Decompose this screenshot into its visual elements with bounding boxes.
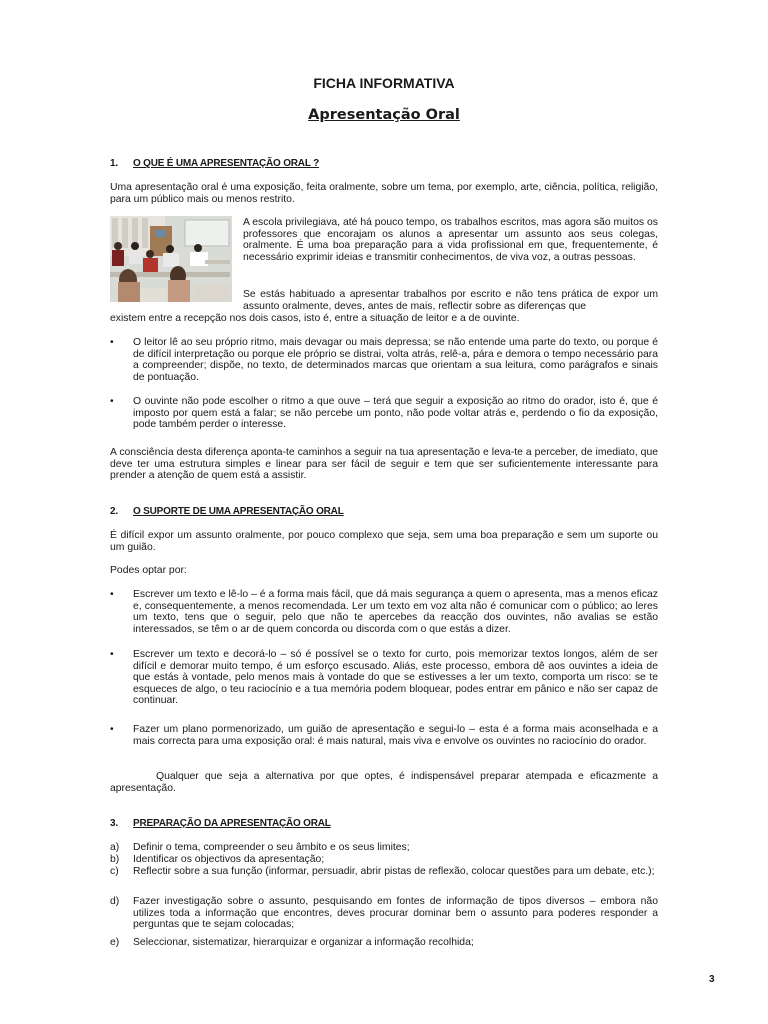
section-title: PREPARAÇÃO DA APRESENTAÇÃO ORAL <box>133 818 331 829</box>
section-1-intro: Uma apresentação oral é uma exposição, feita oralmente, sobre um tema, por exemplo, arte, ciência, política, religião, para um público mais ou menos restrito. <box>110 182 658 205</box>
section-3-item-d <box>110 896 658 931</box>
section-1-paragraph-b-end: existem entre a recepção nos dois casos, isto é, entre a situação de leitor e a de ouvinte. <box>110 313 520 324</box>
section-3-item-a <box>110 842 658 854</box>
section-number: 1. <box>110 158 118 169</box>
classroom-photo <box>110 216 232 302</box>
bullet-text: Fazer um plano pormenorizado, um guião de apresentação e segui-lo – esta é a forma mais aconselhada e a mais correcta para uma exposição oral: é mais natural, mais viva e envolve os ouvintes no raciocínio do orador. <box>133 724 658 747</box>
section-number: 3. <box>110 818 118 829</box>
document-title: FICHA INFORMATIVA <box>313 75 455 91</box>
section-1-paragraph-a: A escola privilegiava, até há pouco tempo, os trabalhos escritos, mas agora são muitos os professores que encorajam os alunos a apresentar um assunto aos seus colegas, oralmente. É uma boa preparação para a vida profissional em que, frequentemente, é necessário exprimir ideias e transmitir conhecimentos, de viva voz, a outras pessoas. <box>243 217 658 263</box>
section-2-bullet-1 <box>110 589 658 635</box>
section-3-item-c <box>110 866 658 878</box>
list-label: b) <box>110 854 120 865</box>
section-1-conclusion: A consciência desta diferença aponta-te caminhos a seguir na tua apresentação e leva-te a perceber, de imediato, que deve ter uma estrutura simples e linear para ser fácil de seguir e tem que ser suficientemente interessante para prender a atenção de quem está a assistir. <box>110 447 658 482</box>
list-text: Definir o tema, compreender o seu âmbito e os seus limites; <box>133 842 410 853</box>
bullet-text: Escrever um texto e lê-lo – é a forma mais fácil, que dá mais segurança a quem o apresenta, mas a menos eficaz e, consequentemente, a menos recomendada. Ler um texto em voz alta não é comunicar com o público; ao leres um texto, tens que o seguir, pelo que não te apercebes da reacção dos ouvintes, não avalias se estão interessados, se têm o ar de quem concorda ou discorda com o que estás a dizer. <box>133 589 658 635</box>
bullet-text: Escrever um texto e decorá-lo – só é possível se o texto for curto, pois memorizar textos longos, além de ser difícil e demorar muito tempo, é um esforço escusado. Aliás, este processo, embora dê aos ouvintes a ideia de que estás à vontade, pelo menos mais à vontade do que se estivesses a ler um texto, comporta um risco: se te esqueces de algo, o teu raciocínio e a tua memória podem bloquear, podes entrar em pânico e não ser capaz de continuar. <box>133 649 658 707</box>
section-1-heading <box>110 158 658 170</box>
section-3-item-e <box>110 937 658 949</box>
section-2-heading <box>110 506 658 518</box>
section-1-bullet-1 <box>110 337 658 383</box>
section-1-bullet-2 <box>110 396 658 431</box>
bullet-icon: • <box>110 589 114 600</box>
list-text: Identificar os objectivos da apresentação; <box>133 854 325 865</box>
list-label: e) <box>110 937 120 948</box>
page-number: 3 <box>709 974 715 985</box>
section-2-options-label: Podes optar por: <box>110 565 187 576</box>
section-title: O QUE É UMA APRESENTAÇÃO ORAL ? <box>133 158 320 169</box>
classroom-image-icon <box>110 216 232 302</box>
section-3-heading <box>110 818 658 830</box>
list-text: Seleccionar, sistematizar, hierarquizar e organizar a informação recolhida; <box>133 937 474 948</box>
bullet-icon: • <box>110 649 114 660</box>
list-label: c) <box>110 866 119 877</box>
list-label: d) <box>110 896 120 907</box>
list-text: Fazer investigação sobre o assunto, pesquisando em fontes de informação de tipos diversos – embora não utilizes toda a informação que encontres, deves procurar dominar bem o assunto para poderes responder a perguntas que te sejam colocadas; <box>133 896 658 931</box>
bullet-text: O ouvinte não pode escolher o ritmo a que ouve – terá que seguir a exposição ao ritmo do orador, isto é, que é imposto por quem está a falar; se não percebe um ponto, não pode voltar atrás e, perdendo o fio da exposição, pode também perder o interesse. <box>133 396 658 431</box>
section-2-intro: É difícil expor um assunto oralmente, por pouco complexo que seja, sem uma boa preparação e sem um suporte ou um guião. <box>110 530 658 553</box>
document-subtitle: Apresentação Oral <box>308 107 460 123</box>
section-3-item-b <box>110 854 658 866</box>
bullet-icon: • <box>110 337 114 348</box>
bullet-text: O leitor lê ao seu próprio ritmo, mais devagar ou mais depressa; se não entende uma parte do texto, ou porque é de difícil interpretação ou porque ele próprio se distrai, volta atrás, relê-a, pára e demora o tempo necessário para a compreender; dispõe, no texto, de determinados marcas que orientam a sua leitura, como parágrafos e sinais de pontuação. <box>133 337 658 383</box>
section-2-bullet-3 <box>110 724 658 747</box>
list-text: Reflectir sobre a sua função (informar, persuadir, abrir pistas de reflexão, colocar questões para um debate, etc.); <box>133 866 655 877</box>
list-label: a) <box>110 842 120 853</box>
section-title: O SUPORTE DE UMA APRESENTAÇÃO ORAL <box>133 506 344 517</box>
section-2-bullet-2 <box>110 649 658 707</box>
bullet-icon: • <box>110 396 114 407</box>
bullet-icon: • <box>110 724 114 735</box>
section-number: 2. <box>110 506 118 517</box>
section-1-paragraph-b-start: Se estás habituado a apresentar trabalhos por escrito e não tens prática de expor um assunto oralmente, deves, antes de mais, reflectir sobre as diferenças que <box>243 289 658 312</box>
section-2-conclusion: Qualquer que seja a alternativa por que optes, é indispensável preparar atempada e eficazmente a apresentação. <box>110 771 658 794</box>
